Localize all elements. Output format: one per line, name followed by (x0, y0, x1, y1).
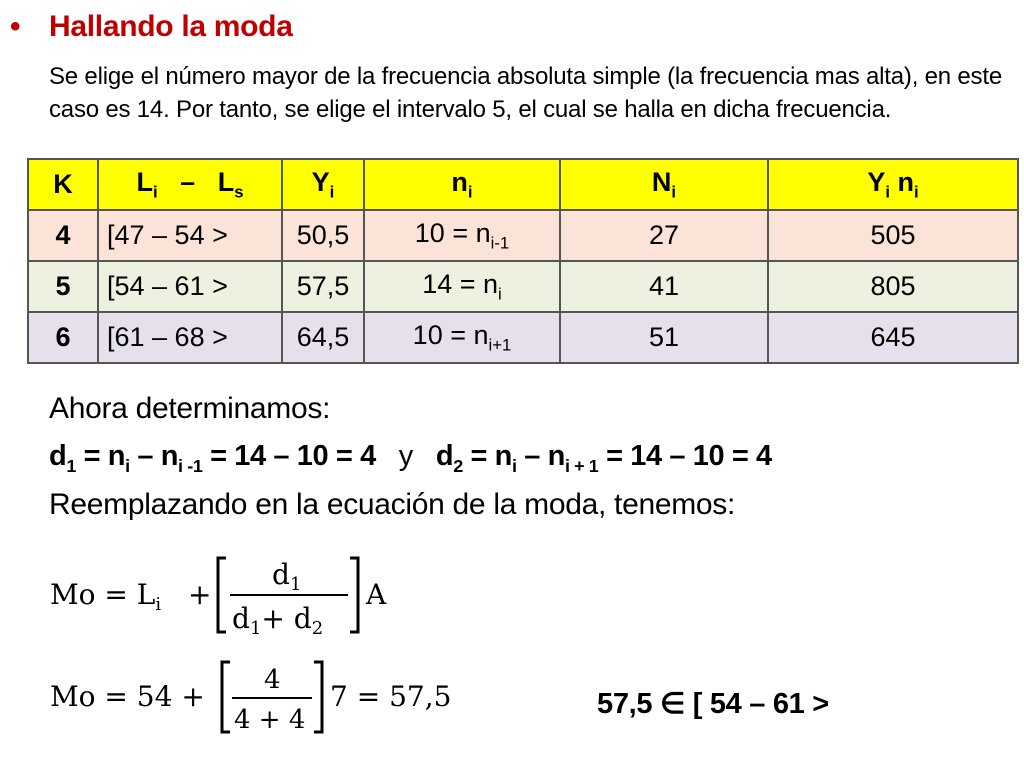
table-row (28, 312, 1018, 363)
cell-ni: $10 = n_{i-1}$ (364, 210, 560, 261)
connector-text: y (398, 440, 413, 472)
table-row (28, 210, 1018, 261)
cell-ni: $10 = n_{i+1}$ (364, 312, 560, 363)
membership-statement: 57,5 ∈ [ 54 – 61 > (597, 688, 829, 720)
cell-Ni: 51 (560, 312, 768, 363)
cell-yi: 50,5 (282, 210, 364, 261)
cell-ni: $14 = n_i$ (364, 261, 560, 312)
replace-text: Reemplazando en la ecuación de la moda, tenemos: (49, 488, 736, 521)
header-Ni: $N_i$ (560, 159, 768, 210)
left-bracket (222, 662, 230, 732)
cell-yini: 645 (768, 312, 1018, 363)
header-yi: $Y_i$ (282, 159, 364, 210)
right-bracket (314, 662, 322, 732)
header-k: K (28, 159, 98, 210)
mode-formula-general (50, 550, 410, 640)
left-bracket (218, 558, 226, 632)
cell-interval: [61 – 68 > (98, 312, 282, 363)
bullet-icon: • (10, 10, 21, 43)
formula-lhs: $Mo = L_i$ (50, 578, 162, 615)
numeric-lhs: Mo = 54 + (50, 680, 205, 713)
cell-k: 6 (28, 312, 98, 363)
formula-plus: + (188, 578, 212, 611)
cell-Ni: 41 (560, 261, 768, 312)
mode-formula-numeric (50, 658, 470, 738)
cell-yini: 505 (768, 210, 1018, 261)
cell-yi: 57,5 (282, 261, 364, 312)
cell-interval: [47 – 54 > (98, 210, 282, 261)
header-interval: $L_i$ – $L_s$ (98, 159, 282, 210)
cell-yi: 64,5 (282, 312, 364, 363)
cell-interval: [54 – 61 > (98, 261, 282, 312)
cell-yini: 805 (768, 261, 1018, 312)
header-yini: $Y_i$ $n_i$ (768, 159, 1018, 210)
slide-title: Hallando la moda (49, 10, 293, 43)
table-header-row (28, 159, 1018, 210)
header-ni: $n_i$ (364, 159, 560, 210)
numeric-result: 7 = 57,5 (330, 680, 452, 713)
cell-k: 4 (28, 210, 98, 261)
d-equations: $d_1 = n_i - n_{i -1} = 14 - 10 = 4$ y $d_2 = n_i - n_{i + 1} = 14 - 10 = 4$ (49, 440, 772, 476)
cell-k: 5 (28, 261, 98, 312)
formula-denominator: $d_1+ d_2$ (232, 602, 324, 639)
right-bracket (350, 558, 358, 632)
determine-heading: Ahora determinamos: (49, 392, 331, 425)
numeric-denominator: 4 + 4 (234, 705, 306, 735)
cell-Ni: 27 (560, 210, 768, 261)
frequency-table (27, 158, 1019, 364)
explanation-paragraph: Se elige el número mayor de la frecuencia absoluta simple (la frecuencia mas alta), en este caso es 14. Por tanto, se elige el intervalo 5, el cual se halla en dicha frecuencia. (49, 63, 1002, 123)
table-row (28, 261, 1018, 312)
formula-multiplier: A (366, 578, 387, 611)
numeric-numerator: 4 (264, 665, 281, 695)
formula-numerator: $d_1$ (272, 558, 302, 595)
